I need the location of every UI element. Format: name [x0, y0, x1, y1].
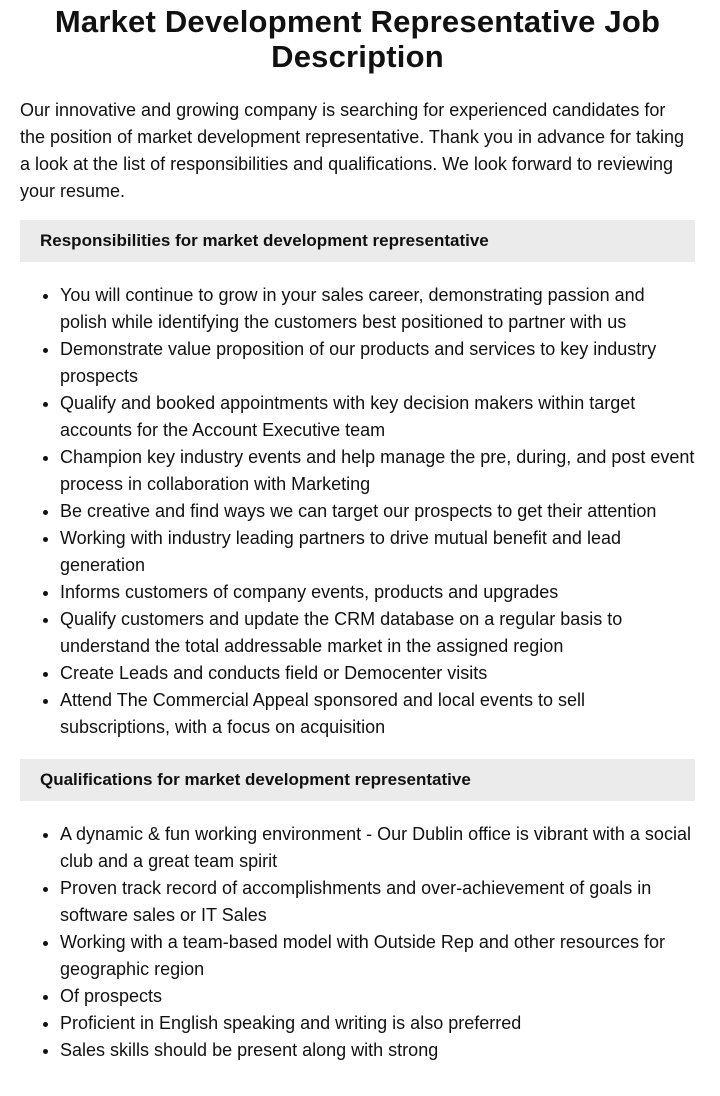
- list-item: • Working with a team-based model with Outside Rep and other resources for geographic region: [60, 929, 695, 983]
- list-item: • Proficient in English speaking and writing is also preferred: [60, 1010, 695, 1037]
- list-item: • Champion key industry events and help manage the pre, during, and post event process in collaboration with Marketing: [60, 444, 695, 498]
- job-description: [0, 4, 720, 1064]
- list-item: • Create Leads and conducts field or Democenter visits: [60, 660, 695, 687]
- list-item: • Of prospects: [60, 983, 695, 1010]
- qualifications-heading: Qualifications for market development representative: [20, 759, 695, 801]
- intro-paragraph: Our innovative and growing company is searching for experienced candidates for the position of market development representative. Thank you in advance for taking a look at the list of responsibilities and qualifications. We look forward to reviewing your resume.: [20, 100, 685, 201]
- list-item: • Qualify customers and update the CRM database on a regular basis to understand the total addressable market in the assigned region: [60, 606, 695, 660]
- list-item: • A dynamic & fun working environment - Our Dublin office is vibrant with a social club and a great team spirit: [60, 821, 695, 875]
- responsibilities-heading: Responsibilities for market development representative: [20, 220, 695, 262]
- page-title: Market Development Representative Job Description: [54, 4, 661, 74]
- list-item: • Attend The Commercial Appeal sponsored and local events to sell subscriptions, with a focus on acquisition: [60, 687, 695, 741]
- list-item: • Working with industry leading partners to drive mutual benefit and lead generation: [60, 525, 695, 579]
- responsibilities-list: [20, 282, 695, 741]
- list-item: • Proven track record of accomplishments and over-achievement of goals in software sales or IT Sales: [60, 875, 695, 929]
- list-item: • Be creative and find ways we can target our prospects to get their attention: [60, 498, 695, 525]
- qualifications-list: [20, 821, 695, 1064]
- list-item: • Qualify and booked appointments with key decision makers within target accounts for the Account Executive team: [60, 390, 695, 444]
- list-item: • Informs customers of company events, products and upgrades: [60, 579, 695, 606]
- list-item: • You will continue to grow in your sales career, demonstrating passion and polish while identifying the customers best positioned to partner with us: [60, 282, 695, 336]
- list-item: • Sales skills should be present along with strong: [60, 1037, 695, 1064]
- list-item: • Demonstrate value proposition of our products and services to key industry prospects: [60, 336, 695, 390]
